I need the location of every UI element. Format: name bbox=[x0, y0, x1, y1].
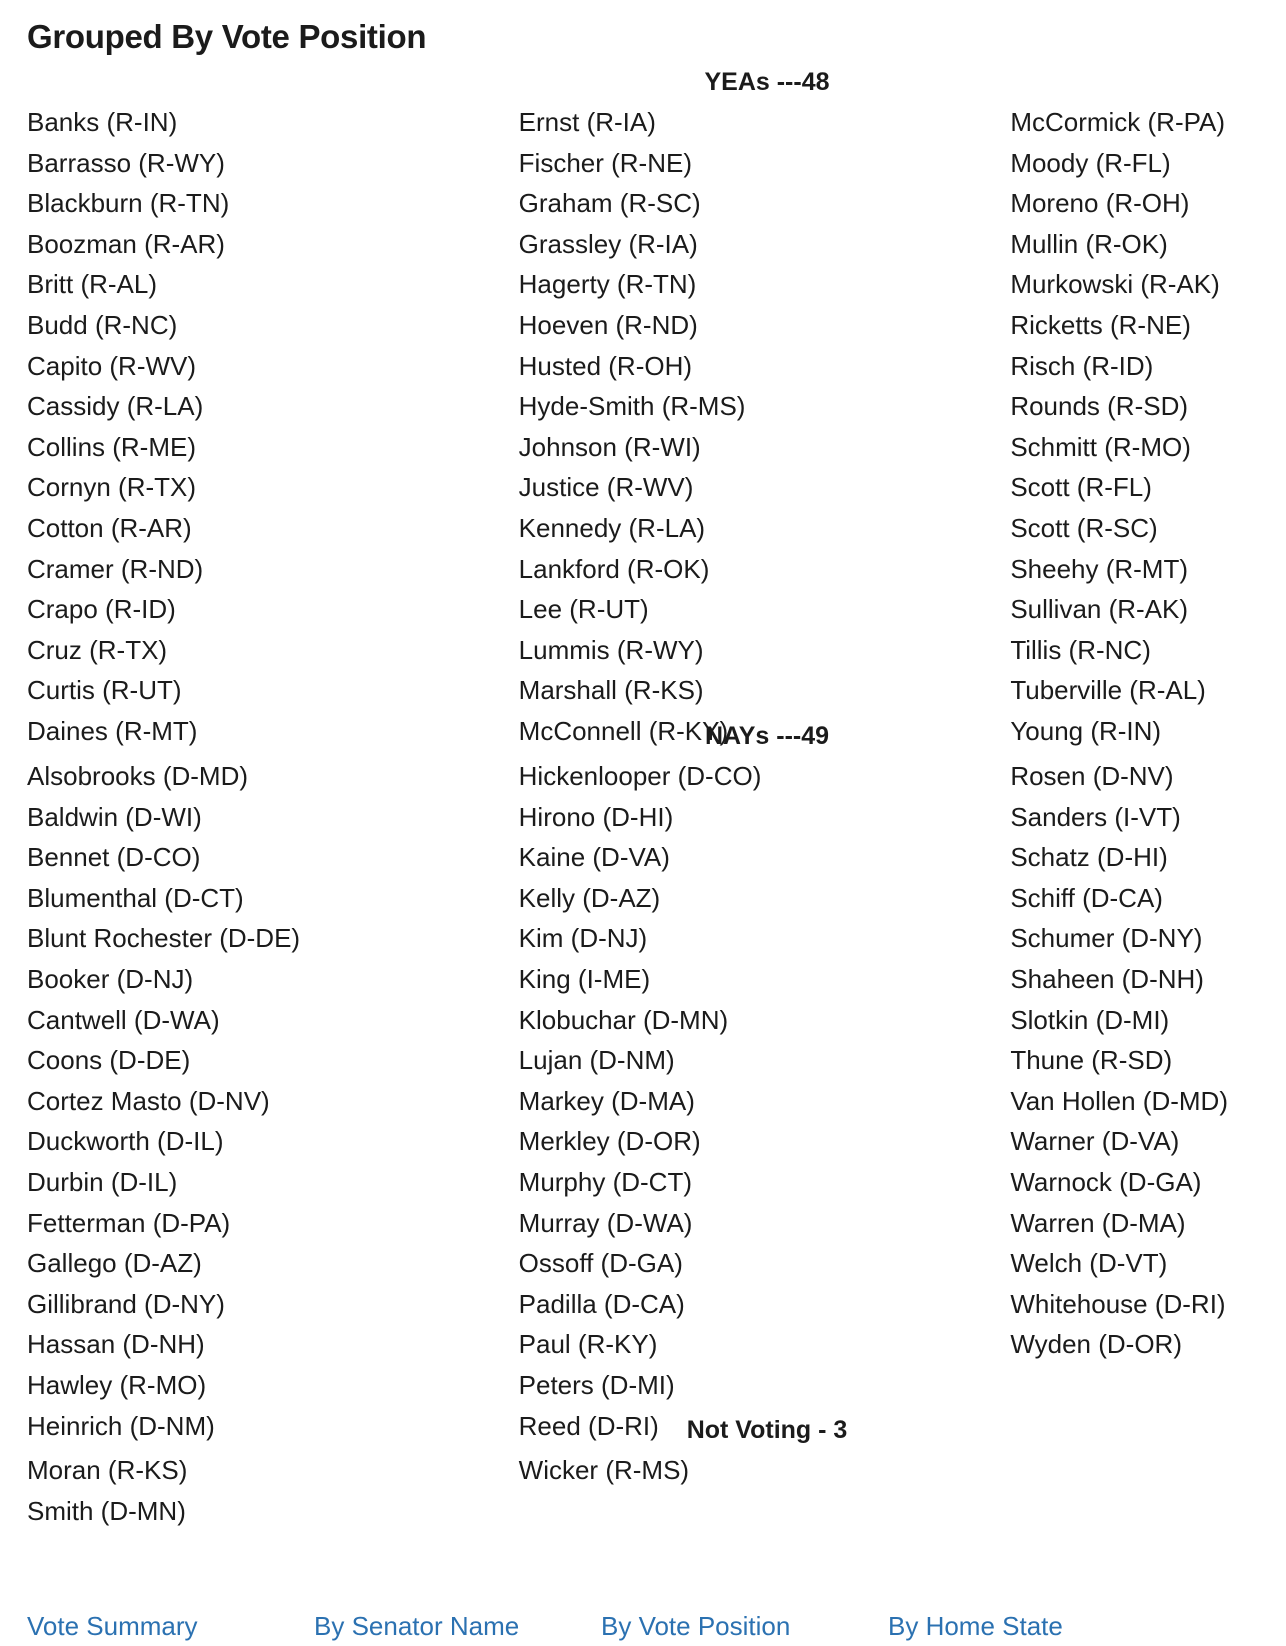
senator-name: Baldwin (D-WI) bbox=[27, 801, 202, 832]
senator-name: Padilla (D-CA) bbox=[518, 1288, 685, 1319]
senator-name: Durbin (D-IL) bbox=[27, 1166, 178, 1197]
yeas-group bbox=[27, 62, 1267, 752]
senator-columns bbox=[27, 1450, 1267, 1531]
senator-name: Hassan (D-NH) bbox=[27, 1329, 205, 1360]
senator-name: Cantwell (D-WA) bbox=[27, 1004, 220, 1035]
senator-name: Murkowski (R-AK) bbox=[1010, 269, 1220, 300]
senator-name: Curtis (R-UT) bbox=[27, 675, 182, 706]
senator-name: Bennet (D-CO) bbox=[27, 842, 201, 873]
senator-name: Sheehy (R-MT) bbox=[1010, 553, 1189, 584]
senator-name: Cruz (R-TX) bbox=[27, 634, 168, 665]
senator-name: Slotkin (D-MI) bbox=[1010, 1004, 1170, 1035]
senator-name: Booker (D-NJ) bbox=[27, 963, 194, 994]
senator-column bbox=[1010, 756, 1267, 1446]
senator-name: Lankford (R-OK) bbox=[518, 553, 710, 584]
senator-name: Murphy (D-CT) bbox=[518, 1166, 692, 1197]
senator-name: Moody (R-FL) bbox=[1010, 147, 1171, 178]
senator-name: Hagerty (R-TN) bbox=[518, 269, 697, 300]
senator-name: Husted (R-OH) bbox=[518, 350, 693, 381]
senator-name: Britt (R-AL) bbox=[27, 269, 157, 300]
senator-name: Scott (R-FL) bbox=[1010, 472, 1152, 503]
senator-name: McConnell (R-KY) bbox=[518, 715, 729, 746]
senator-column bbox=[519, 756, 1011, 1446]
senator-name: Tuberville (R-AL) bbox=[1010, 675, 1206, 706]
senator-name: Paul (R-KY) bbox=[518, 1329, 658, 1360]
senator-name: Grassley (R-IA) bbox=[518, 228, 698, 259]
not-voting-group bbox=[27, 1410, 1267, 1531]
senator-column bbox=[519, 102, 1011, 752]
senator-column bbox=[1010, 102, 1267, 752]
senator-name: Shaheen (D-NH) bbox=[1010, 963, 1204, 994]
senator-name: Welch (D-VT) bbox=[1010, 1248, 1168, 1279]
senator-name: Budd (R-NC) bbox=[27, 309, 178, 340]
senator-name: Rounds (R-SD) bbox=[1010, 391, 1189, 422]
senator-name: Fischer (R-NE) bbox=[518, 147, 692, 178]
senator-name: Hawley (R-MO) bbox=[27, 1369, 207, 1400]
senator-name: Rosen (D-NV) bbox=[1010, 761, 1174, 791]
senator-column bbox=[519, 1450, 1011, 1531]
senator-name: Peters (D-MI) bbox=[518, 1369, 675, 1400]
senator-name: Schumer (D-NY) bbox=[1010, 923, 1203, 954]
senator-columns bbox=[27, 756, 1267, 1446]
senator-name: Capito (R-WV) bbox=[27, 350, 197, 381]
senator-name: Gillibrand (D-NY) bbox=[27, 1288, 225, 1319]
senator-name: Cotton (R-AR) bbox=[27, 512, 192, 543]
senator-name: Cornyn (R-TX) bbox=[27, 472, 197, 503]
senator-name: Hirono (D-HI) bbox=[518, 801, 674, 832]
senator-column bbox=[27, 102, 519, 752]
senator-name: Heinrich (D-NM) bbox=[27, 1410, 215, 1441]
senator-name: Hickenlooper (D-CO) bbox=[518, 761, 762, 791]
senator-name: Graham (R-SC) bbox=[518, 188, 701, 219]
senator-name: Blunt Rochester (D-DE) bbox=[27, 923, 301, 954]
group-heading: Not Voting - 3 bbox=[686, 1416, 848, 1444]
senator-name: Markey (D-MA) bbox=[518, 1085, 695, 1116]
footer-nav bbox=[27, 1606, 1267, 1646]
senator-name: Cassidy (R-LA) bbox=[27, 391, 204, 422]
by-vote-position-link[interactable]: By Vote Position bbox=[601, 1611, 791, 1641]
senator-name: Reed (D-RI) bbox=[518, 1410, 659, 1441]
senator-name: Whitehouse (D-RI) bbox=[1010, 1288, 1226, 1319]
vote-summary-link[interactable]: Vote Summary bbox=[27, 1611, 198, 1641]
senator-name: Coons (D-DE) bbox=[27, 1045, 191, 1076]
senator-name: Cramer (R-ND) bbox=[27, 553, 204, 584]
senator-name: Boozman (R-AR) bbox=[27, 228, 225, 259]
senator-name: Warner (D-VA) bbox=[1010, 1126, 1180, 1157]
senator-name: Young (R-IN) bbox=[1010, 715, 1162, 746]
nays-group bbox=[27, 716, 1267, 1446]
senator-name: Alsobrooks (D-MD) bbox=[27, 761, 249, 791]
senator-name: Schmitt (R-MO) bbox=[1010, 431, 1191, 462]
senator-name: Mullin (R-OK) bbox=[1010, 228, 1168, 259]
senator-name: Warnock (D-GA) bbox=[1010, 1166, 1202, 1197]
senator-columns bbox=[27, 102, 1267, 752]
senator-name: Moreno (R-OH) bbox=[1010, 188, 1190, 219]
senator-name: Lee (R-UT) bbox=[518, 594, 649, 625]
senator-name: Hyde-Smith (R-MS) bbox=[518, 391, 746, 422]
senator-name: Wyden (D-OR) bbox=[1010, 1329, 1182, 1360]
senator-name: Justice (R-WV) bbox=[518, 472, 694, 503]
by-senator-name-link[interactable]: By Senator Name bbox=[314, 1611, 520, 1641]
senator-name: Sullivan (R-AK) bbox=[1010, 594, 1189, 625]
senator-name: Blackburn (R-TN) bbox=[27, 188, 230, 219]
senator-name: Sanders (I-VT) bbox=[1010, 801, 1181, 832]
senator-name: Wicker (R-MS) bbox=[518, 1455, 690, 1485]
senator-name: Smith (D-MN) bbox=[27, 1495, 186, 1526]
senator-name: Hoeven (R-ND) bbox=[518, 309, 698, 340]
senator-column bbox=[27, 1450, 519, 1531]
senator-column bbox=[1010, 1450, 1267, 1531]
senator-name: Lujan (D-NM) bbox=[518, 1045, 675, 1076]
senator-name: Kaine (D-VA) bbox=[518, 842, 670, 873]
senator-name: Duckworth (D-IL) bbox=[27, 1126, 224, 1157]
senator-name: Warren (D-MA) bbox=[1010, 1207, 1186, 1238]
senator-name: Kim (D-NJ) bbox=[518, 923, 648, 954]
senator-name: Collins (R-ME) bbox=[27, 431, 196, 462]
senator-name: Tillis (R-NC) bbox=[1010, 634, 1151, 665]
senator-name: Thune (R-SD) bbox=[1010, 1045, 1173, 1076]
senator-name: Ernst (R-IA) bbox=[518, 107, 656, 137]
senator-name: Gallego (D-AZ) bbox=[27, 1248, 202, 1279]
senator-name: Cortez Masto (D-NV) bbox=[27, 1085, 270, 1116]
senator-name: Marshall (R-KS) bbox=[518, 675, 704, 706]
senator-name: Murray (D-WA) bbox=[518, 1207, 693, 1238]
senator-name: Fetterman (D-PA) bbox=[27, 1207, 231, 1238]
senator-name: Ricketts (R-NE) bbox=[1010, 309, 1191, 340]
senator-name: Crapo (R-ID) bbox=[27, 594, 176, 625]
senator-name: Merkley (D-OR) bbox=[518, 1126, 701, 1157]
senator-name: Daines (R-MT) bbox=[27, 715, 198, 746]
senator-name: Schiff (D-CA) bbox=[1010, 882, 1163, 913]
senator-name: McCormick (R-PA) bbox=[1010, 107, 1226, 137]
senator-name: Kelly (D-AZ) bbox=[518, 882, 661, 913]
senator-name: Kennedy (R-LA) bbox=[518, 512, 706, 543]
senator-name: Risch (R-ID) bbox=[1010, 350, 1154, 381]
senator-name: Johnson (R-WI) bbox=[518, 431, 701, 462]
senator-name: Scott (R-SC) bbox=[1010, 512, 1158, 543]
by-home-state-link[interactable]: By Home State bbox=[888, 1611, 1063, 1641]
senator-name: Blumenthal (D-CT) bbox=[27, 882, 244, 913]
senator-name: Barrasso (R-WY) bbox=[27, 147, 225, 178]
group-heading: NAYs ---49 bbox=[704, 722, 830, 750]
senator-name: Banks (R-IN) bbox=[27, 107, 178, 137]
senator-name: Van Hollen (D-MD) bbox=[1010, 1085, 1228, 1116]
senator-name: Schatz (D-HI) bbox=[1010, 842, 1168, 873]
page-title: Grouped By Vote Position bbox=[27, 18, 427, 55]
senator-name: King (I-ME) bbox=[518, 963, 651, 994]
senator-name: Lummis (R-WY) bbox=[518, 634, 704, 665]
senator-column bbox=[27, 756, 519, 1446]
senator-name: Ossoff (D-GA) bbox=[518, 1248, 683, 1279]
senator-name: Moran (R-KS) bbox=[27, 1455, 188, 1485]
senator-name: Klobuchar (D-MN) bbox=[518, 1004, 729, 1035]
group-heading: YEAs ---48 bbox=[704, 68, 830, 96]
